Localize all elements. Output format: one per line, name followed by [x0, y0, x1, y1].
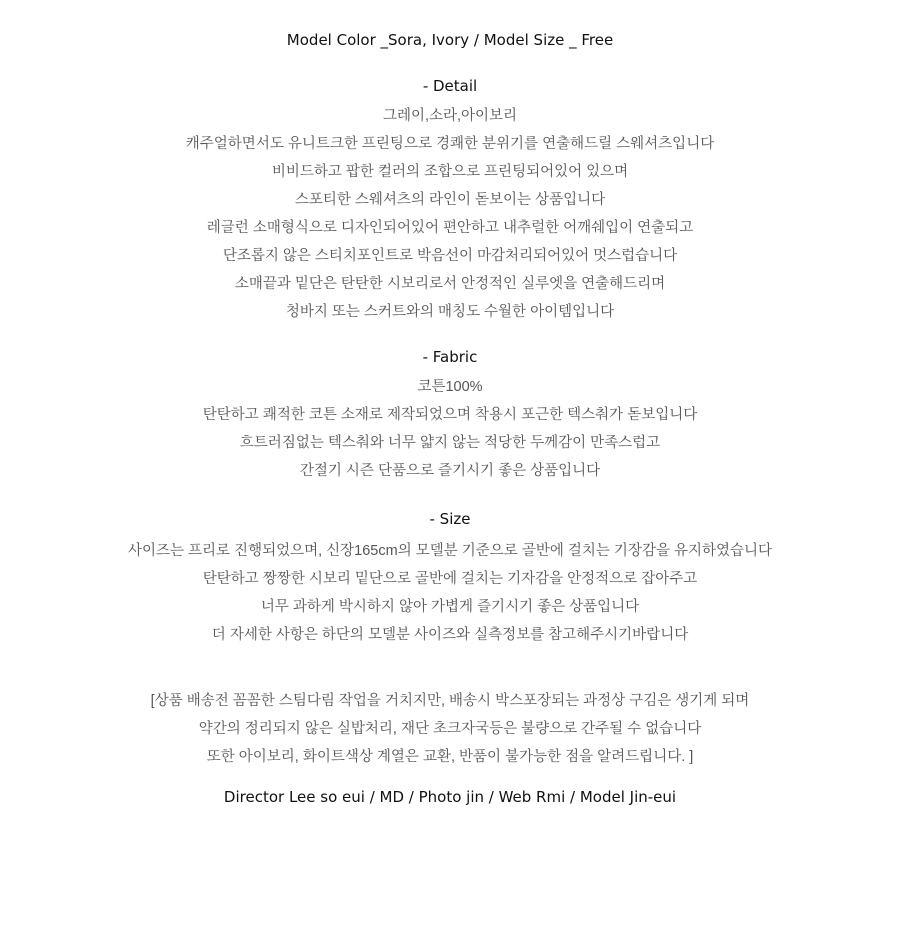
notice-line: 또한 아이보리, 화이트색상 계열은 교환, 반품이 불가능한 점을 알려드립니다. ]	[206, 749, 694, 765]
notice-section	[0, 687, 900, 771]
detail-line: 캐주얼하면서도 유니트크한 프린팅으로 경쾌한 분위기를 연출해드릴 스웨셔츠입니다	[185, 136, 715, 152]
model-info-heading: Model Color _Sora, Ivory / Model Size _ Free	[286, 31, 614, 49]
notice-line: [상품 배송전 꼼꼼한 스팀다림 작업을 거치지만, 배송시 박스포장되는 과정상 구김은 생기게 되며	[150, 693, 750, 709]
fabric-section	[0, 373, 900, 485]
fabric-line: 탄탄하고 쾌적한 코튼 소재로 제작되었으며 착용시 포근한 텍스춰가 돋보입니다	[202, 407, 698, 423]
detail-line: 스포티한 스웨셔츠의 라인이 돋보이는 상품입니다	[294, 192, 606, 208]
detail-line: 레글런 소매형식으로 디자인되어있어 편안하고 내추럴한 어깨쉐입이 연출되고	[206, 220, 694, 236]
size-line: 사이즈는 프리로 진행되었으며, 신장165cm의 모델분 기준으로 골반에 걸치는 기장감을 유지하였습니다	[127, 543, 773, 559]
size-heading: - Size	[429, 510, 471, 528]
credits-line: Director Lee so eui / MD / Photo jin / Web Rmi / Model Jin-eui	[223, 788, 677, 806]
detail-line: 소매끝과 밑단은 탄탄한 시보리로서 안정적인 실루엣을 연출해드리며	[234, 276, 666, 292]
detail-line: 그레이,소라,아이보리	[382, 108, 518, 124]
notice-line: 약간의 정리되지 않은 실밥처리, 재단 초크자국등은 불량으로 간주될 수 없습니다	[198, 721, 702, 737]
detail-line: 비비드하고 팝한 컬러의 조합으로 프린팅되어있어 있으며	[271, 164, 629, 180]
fabric-line: 간절기 시즌 단품으로 즐기시기 좋은 상품입니다	[299, 463, 601, 479]
detail-line: 청바지 또는 스커트와의 매칭도 수월한 아이템입니다	[285, 304, 615, 320]
fabric-line: 코튼100%	[417, 379, 483, 395]
fabric-line: 흐트러짐없는 텍스춰와 너무 얇지 않는 적당한 두께감이 만족스럽고	[239, 435, 661, 451]
detail-section	[0, 102, 900, 326]
fabric-heading: - Fabric	[422, 348, 478, 366]
detail-line: 단조롭지 않은 스티치포인트로 박음선이 마감처리되어있어 멋스럽습니다	[222, 248, 678, 264]
size-line: 탄탄하고 짱짱한 시보리 밑단으로 골반에 걸치는 기자감을 안정적으로 잡아주고	[202, 571, 698, 587]
size-line: 더 자세한 사항은 하단의 모델분 사이즈와 실측정보를 참고해주시기바랍니다	[211, 627, 689, 643]
size-line: 너무 과하게 박시하지 않아 가볍게 즐기시기 좋은 상품입니다	[260, 599, 640, 615]
detail-heading: - Detail	[422, 77, 478, 95]
size-section	[0, 537, 900, 649]
